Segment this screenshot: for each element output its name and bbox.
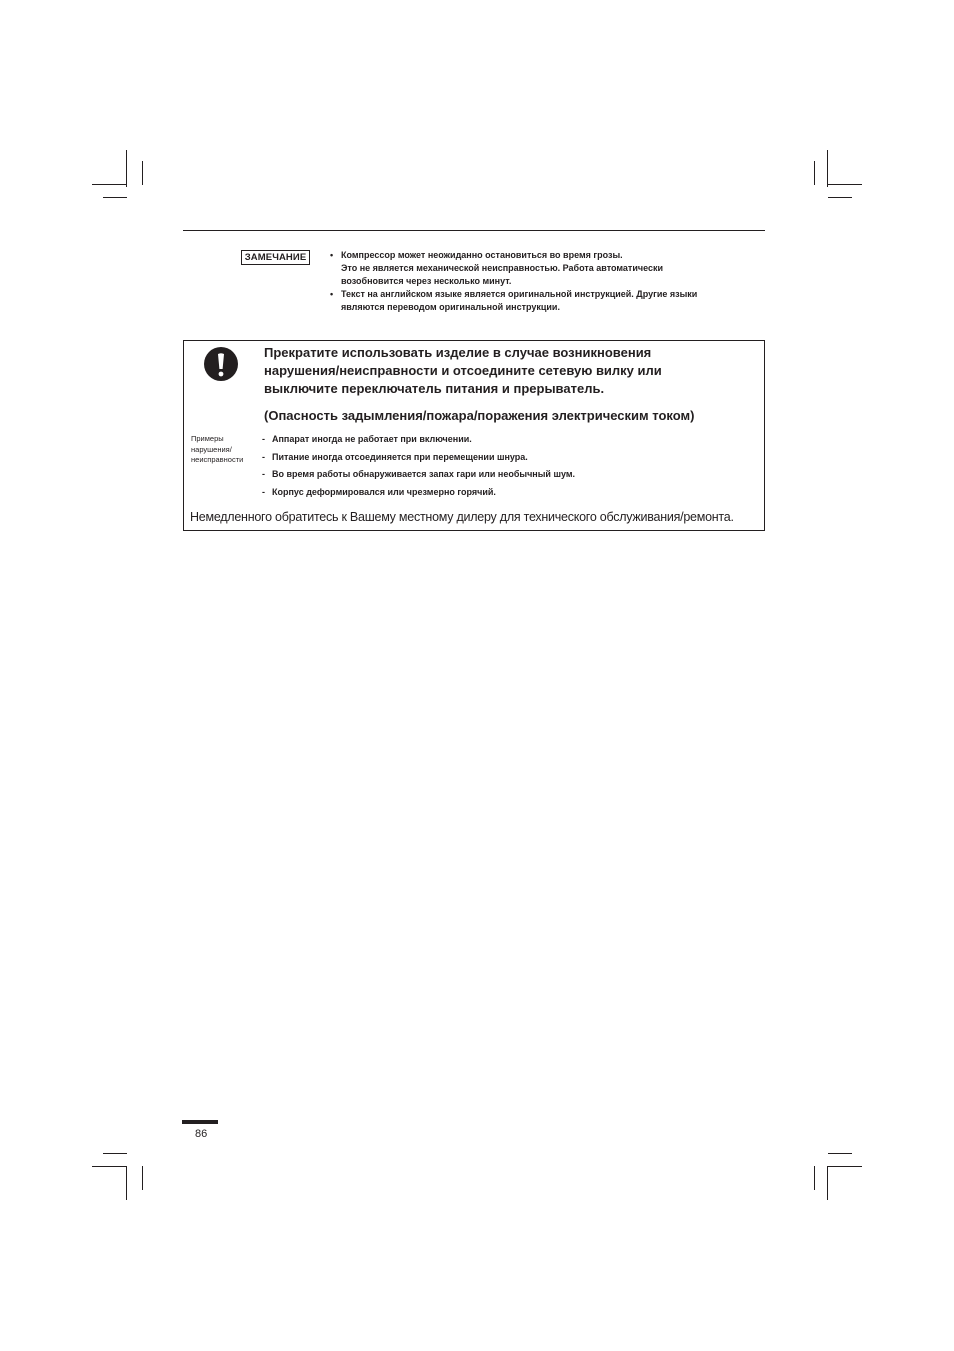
page-number: 86 bbox=[195, 1128, 208, 1140]
list-item bbox=[330, 288, 770, 314]
note-text-line: Текст на английском языке является оригинальной инструкцией. Другие языки bbox=[341, 289, 698, 299]
exclamation-icon bbox=[203, 346, 239, 382]
crop-mark bbox=[92, 184, 126, 185]
example-text: Аппарат иногда не работает при включении. bbox=[272, 434, 472, 444]
crop-mark bbox=[126, 1166, 127, 1200]
crop-mark bbox=[126, 150, 127, 187]
crop-mark bbox=[828, 1153, 852, 1154]
crop-mark bbox=[828, 1166, 862, 1167]
crop-mark bbox=[827, 150, 828, 187]
crop-mark bbox=[142, 1166, 143, 1190]
crop-mark bbox=[814, 1166, 815, 1190]
note-text-line: возобновится через несколько минут. bbox=[341, 276, 512, 286]
list-item bbox=[330, 249, 770, 288]
examples-label bbox=[191, 434, 261, 466]
list-item bbox=[262, 451, 742, 469]
examples-label-line: Примеры bbox=[191, 434, 224, 443]
crop-mark bbox=[92, 1166, 126, 1167]
crop-mark bbox=[814, 161, 815, 185]
dash: - bbox=[262, 451, 265, 462]
examples-list bbox=[262, 433, 742, 503]
examples-label-line: неисправности bbox=[191, 455, 244, 464]
warning-title-line: нарушения/неисправности и отсоедините сетевую вилку или bbox=[264, 363, 662, 378]
dash: - bbox=[262, 469, 265, 479]
crop-mark bbox=[827, 1166, 828, 1200]
warning-footer: Немедленного обратитесь к Вашему местному дилеру для технического обслуживания/ремонта. bbox=[190, 510, 734, 524]
bullet: • bbox=[330, 250, 334, 260]
header-rule bbox=[183, 230, 765, 231]
crop-mark bbox=[828, 184, 862, 185]
warning-title-line: Прекратите использовать изделие в случае возникновения bbox=[264, 345, 652, 360]
warning-title bbox=[264, 344, 754, 398]
example-text: Корпус деформировался или чрезмерно горячий. bbox=[272, 486, 496, 497]
crop-mark bbox=[103, 197, 127, 198]
list-item bbox=[262, 486, 742, 504]
list-item bbox=[262, 468, 742, 486]
example-text: Питание иногда отсоединяется при перемещении шнура. bbox=[272, 451, 528, 462]
note-badge: ЗАМЕЧАНИЕ bbox=[241, 250, 310, 265]
crop-mark bbox=[828, 197, 852, 198]
note-text-line: являются переводом оригинальной инструкции. bbox=[341, 302, 560, 312]
hazard-text: (Опасность задымления/пожара/поражения электрическим током) bbox=[264, 408, 695, 423]
dash: - bbox=[262, 434, 265, 444]
note-text-line: Компрессор может неожиданно остановиться во время грозы. bbox=[341, 250, 623, 260]
examples-label-line: нарушения/ bbox=[191, 444, 232, 454]
example-text: Во время работы обнаруживается запах гари или необычный шум. bbox=[272, 469, 575, 479]
crop-mark bbox=[142, 161, 143, 185]
crop-mark bbox=[103, 1153, 127, 1154]
list-item bbox=[262, 433, 742, 451]
note-list bbox=[330, 249, 770, 314]
dash: - bbox=[262, 486, 265, 497]
note-text-line: Это не является механической неисправностью. Работа автоматически bbox=[341, 263, 664, 273]
warning-title-line: выключите переключатель питания и прерыватель. bbox=[264, 381, 605, 396]
bullet: • bbox=[330, 289, 334, 299]
page-number-bar bbox=[182, 1120, 218, 1124]
